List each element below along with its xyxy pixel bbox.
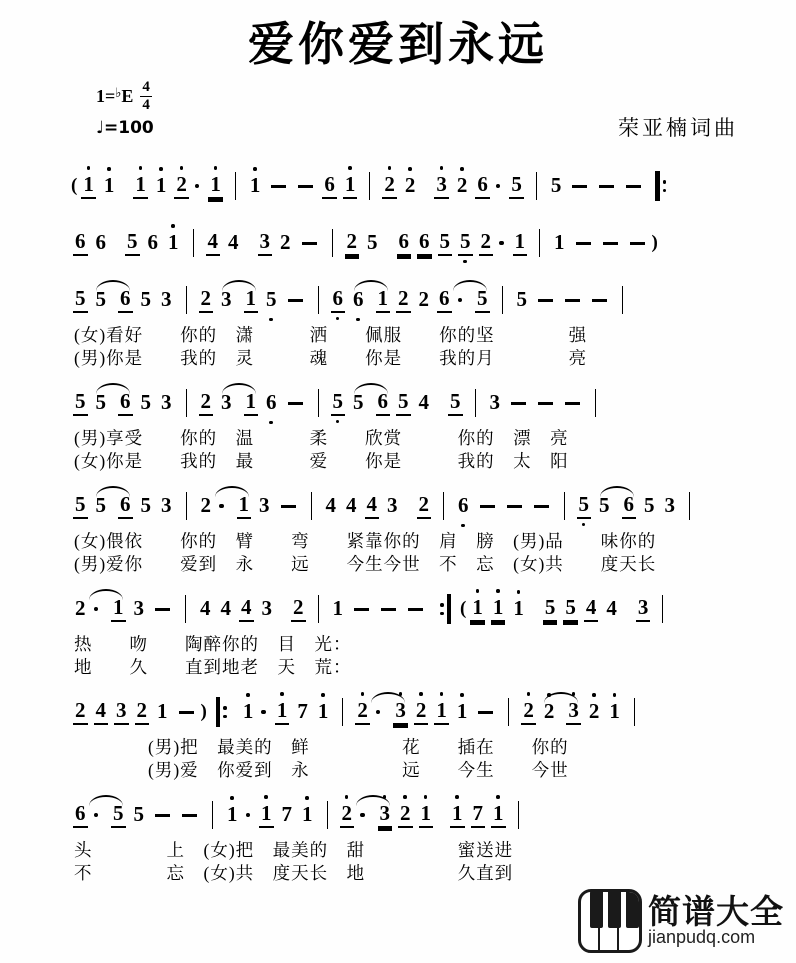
duration-dash	[480, 505, 495, 508]
duration-dash	[302, 242, 317, 245]
note: 6	[331, 287, 346, 313]
note: 1	[111, 596, 126, 622]
slur-arc	[89, 795, 123, 806]
note: 3	[261, 596, 272, 620]
barline	[689, 492, 690, 520]
lyrics-row: 地 久 直到地老 天 荒：	[74, 657, 352, 677]
phrase-paren: (	[71, 175, 78, 196]
lyrics-row: 不 忘 (女)共 度天长 地 久直到	[74, 863, 514, 883]
repeat-dots	[223, 706, 227, 718]
repeat-begin-barline	[655, 171, 669, 201]
note: 2	[355, 699, 370, 725]
lyrics-row: 头 上 (女)把 最美的 甜 蜜送进	[74, 840, 514, 860]
note: 6	[118, 493, 133, 519]
slur-arc	[453, 280, 487, 291]
lyrics-row: (男)你是 我的 灵 魂 你是 我的月 亮	[74, 348, 588, 368]
note: 1	[244, 287, 259, 313]
watermark-site: jianpudq.com	[648, 926, 756, 947]
duration-dash	[592, 299, 607, 302]
barline	[443, 492, 444, 520]
score-line	[70, 219, 762, 267]
barline	[235, 172, 236, 200]
barline	[508, 698, 509, 726]
note: 1	[376, 287, 391, 313]
note: 5	[509, 173, 524, 199]
score-line	[70, 585, 762, 679]
meter-numerator: 4	[142, 79, 150, 95]
note: 5	[396, 390, 411, 416]
duration-dash	[576, 242, 591, 245]
note: 1	[157, 699, 168, 723]
augmentation-dot	[246, 813, 251, 818]
note: 3	[434, 173, 449, 199]
note: 6	[95, 230, 106, 254]
note: 4	[606, 596, 617, 620]
barline	[595, 389, 596, 417]
note: 5	[644, 493, 655, 517]
barline	[342, 698, 343, 726]
lyrics-row: (女)你是 我的 最 爱 你是 我的 太 阳	[74, 451, 569, 471]
note: 5	[125, 230, 140, 256]
note: 1	[275, 699, 290, 725]
repeat-dots	[663, 180, 667, 192]
note: 5	[73, 287, 88, 313]
note: 2	[455, 174, 470, 198]
watermark-brand: 简谱大全	[648, 892, 784, 930]
note: 2	[345, 230, 360, 256]
note: 6	[73, 802, 88, 828]
note: 1	[513, 230, 528, 256]
note: 6	[73, 230, 88, 256]
phrase-paren: (	[460, 598, 467, 619]
note: 1	[455, 700, 470, 724]
note: 2	[542, 700, 557, 724]
note: 5	[563, 596, 578, 622]
barline	[536, 172, 537, 200]
barline	[212, 801, 213, 829]
note: 5	[599, 493, 610, 517]
lyrics-row: (女)偎依 你的 臂 弯 紧靠你的 肩 膀 (男)品 味你的	[74, 531, 657, 551]
barline	[475, 389, 476, 417]
barline	[193, 229, 194, 257]
note: 4	[239, 596, 254, 622]
note: 3	[161, 287, 172, 311]
time-signature	[140, 80, 152, 113]
note: 1	[607, 700, 622, 724]
note: 5	[73, 493, 88, 519]
note: 5	[353, 390, 364, 414]
note: 2	[291, 596, 306, 622]
note: 6	[147, 230, 158, 254]
note: 5	[516, 287, 527, 311]
lyrics-row: (女)看好 你的 潇 洒 佩服 你的坚 强	[74, 325, 588, 345]
barline	[332, 229, 333, 257]
barline	[369, 172, 370, 200]
note: 1	[332, 596, 343, 620]
augmentation-dot	[94, 813, 99, 818]
duration-dash	[288, 299, 303, 302]
note: 5	[140, 493, 151, 517]
barline	[318, 286, 319, 314]
phrase-paren: )	[651, 232, 658, 253]
note: 2	[396, 287, 411, 313]
note: 2	[521, 699, 536, 725]
note: 1	[133, 173, 148, 199]
note: 2	[199, 390, 214, 416]
lyrics-row: 热 吻 陶醉你的 目 光：	[74, 634, 352, 654]
note: 1	[316, 700, 331, 724]
notation-row	[70, 585, 762, 633]
watermark	[578, 889, 784, 953]
note: 1	[491, 802, 506, 828]
note: 3	[259, 493, 270, 517]
note: 6	[351, 288, 366, 312]
note: 1	[259, 802, 274, 828]
notation-row	[70, 379, 762, 427]
slur-arc	[354, 280, 388, 291]
thick-bar	[447, 594, 452, 624]
duration-dash	[179, 711, 194, 714]
slur-arc	[354, 383, 388, 394]
duration-dash	[507, 505, 522, 508]
duration-dash	[298, 185, 313, 188]
note: 6	[264, 391, 279, 415]
slur-arc	[96, 383, 130, 394]
barline	[518, 801, 519, 829]
slur-arc	[96, 280, 130, 291]
duration-dash	[511, 402, 526, 405]
note: 3	[387, 493, 398, 517]
duration-dash	[381, 608, 396, 611]
note: 7	[281, 802, 292, 826]
note: 4	[200, 596, 211, 620]
note: 1	[154, 174, 169, 198]
duration-dash	[271, 185, 286, 188]
augmentation-dot	[458, 298, 463, 303]
barline	[634, 698, 635, 726]
duration-dash	[354, 608, 369, 611]
note: 1	[248, 174, 263, 198]
note: 5	[264, 288, 279, 312]
note: 6	[118, 390, 133, 416]
note: 5	[95, 390, 106, 414]
note: 6	[622, 493, 637, 519]
note: 3	[114, 699, 129, 725]
note: 6	[417, 230, 432, 256]
notation-row	[70, 219, 762, 267]
note: 1	[208, 173, 223, 199]
slur-arc	[222, 383, 256, 394]
note: 2	[75, 596, 86, 620]
note: 6	[376, 390, 391, 416]
note: 6	[118, 287, 133, 313]
note: 1	[450, 802, 465, 828]
note: 5	[577, 493, 592, 519]
note: 4	[365, 493, 380, 519]
barline	[662, 595, 663, 623]
note: 3	[566, 699, 581, 725]
note: 5	[438, 230, 453, 256]
augmentation-dot	[94, 607, 99, 612]
note: 2	[414, 699, 429, 725]
score-line	[70, 379, 762, 473]
score-line	[70, 162, 762, 210]
duration-dash	[155, 608, 170, 611]
slur-arc	[600, 486, 634, 497]
augmentation-dot	[360, 813, 365, 818]
slur-arc	[222, 280, 256, 291]
notation-row	[70, 688, 762, 736]
duration-dash	[630, 242, 645, 245]
slur-arc	[215, 486, 249, 497]
note: 1	[237, 493, 252, 519]
note: 6	[397, 230, 412, 256]
note: 5	[95, 493, 106, 517]
augmentation-dot	[376, 710, 381, 715]
note: 2	[417, 493, 432, 519]
note: 1	[343, 173, 358, 199]
note: 5	[475, 287, 490, 313]
watermark-text	[648, 892, 784, 948]
notation-score	[70, 162, 762, 894]
note: 3	[161, 493, 172, 517]
score-line	[70, 482, 762, 576]
note: 1	[166, 231, 181, 255]
note: 2	[174, 173, 189, 199]
barline	[622, 286, 623, 314]
barline	[318, 595, 319, 623]
note: 2	[382, 173, 397, 199]
note: 5	[543, 596, 558, 622]
repeat-end-barline	[437, 594, 451, 624]
barline	[311, 492, 312, 520]
piano-keys-icon	[578, 889, 642, 953]
duration-dash	[281, 505, 296, 508]
note: 4	[325, 493, 336, 517]
augmentation-dot	[195, 184, 200, 189]
note: 1	[102, 174, 117, 198]
duration-dash	[603, 242, 618, 245]
note: 2	[398, 802, 413, 828]
note: 4	[220, 596, 231, 620]
quarter-note-icon: ♩	[96, 118, 105, 138]
key-prefix: 1=	[96, 86, 116, 106]
note: 4	[346, 493, 357, 517]
note: 3	[161, 390, 172, 414]
note: 1	[554, 230, 565, 254]
note: 7	[297, 699, 308, 723]
score-line	[70, 688, 762, 782]
note: 4	[94, 699, 109, 725]
note: 2	[479, 230, 494, 256]
duration-dash	[599, 185, 614, 188]
note: 6	[475, 173, 490, 199]
note: 4	[228, 230, 239, 254]
thick-bar	[655, 171, 660, 201]
note: 1	[470, 596, 485, 622]
note: 1	[241, 700, 256, 724]
note: 1	[434, 699, 449, 725]
note: 1	[300, 803, 315, 827]
duration-dash	[478, 711, 493, 714]
note: 2	[199, 287, 214, 313]
meter-denominator: 4	[142, 97, 150, 113]
duration-dash	[626, 185, 641, 188]
barline	[502, 286, 503, 314]
note: 5	[458, 230, 473, 256]
note: 5	[367, 230, 378, 254]
note: 2	[280, 230, 291, 254]
notation-row	[70, 482, 762, 530]
note: 5	[140, 287, 151, 311]
note: 5	[111, 802, 126, 828]
note: 6	[456, 494, 471, 518]
duration-dash	[572, 185, 587, 188]
duration-dash	[288, 402, 303, 405]
note: 3	[489, 390, 500, 414]
duration-dash	[534, 505, 549, 508]
score-line	[70, 791, 762, 885]
tempo-marking	[96, 118, 154, 138]
tempo-value: =100	[104, 118, 154, 138]
key-tonic: E	[121, 86, 134, 106]
duration-dash	[538, 402, 553, 405]
note: 1	[491, 596, 506, 622]
note: 5	[331, 390, 346, 416]
note: 3	[664, 493, 675, 517]
lyrics-row: (男)爱你 爱到 永 远 今生今世 不 忘 (女)共 度天长	[74, 554, 657, 574]
note: 2	[340, 802, 355, 828]
note: 5	[448, 390, 463, 416]
note: 2	[200, 493, 211, 517]
repeat-dots	[440, 603, 444, 615]
note: 2	[587, 700, 602, 724]
barline	[185, 595, 186, 623]
score-line	[70, 276, 762, 370]
thick-bar	[216, 697, 221, 727]
augmentation-dot	[261, 710, 266, 715]
duration-dash	[155, 814, 170, 817]
note: 1	[225, 803, 240, 827]
note: 2	[135, 699, 150, 725]
song-title: 爱你爱到永远	[248, 19, 548, 70]
lyrics-row: (男)爱 你爱到 永 远 今生 今世	[74, 760, 569, 780]
notation-row	[70, 162, 762, 210]
duration-dash	[538, 299, 553, 302]
note: 5	[95, 287, 106, 311]
barline	[327, 801, 328, 829]
key-signature	[96, 80, 152, 113]
note: 1	[244, 390, 259, 416]
note: 5	[133, 802, 144, 826]
note: 5	[73, 390, 88, 416]
note: 2	[403, 174, 418, 198]
note: 3	[378, 802, 393, 828]
duration-dash	[408, 608, 423, 611]
slur-arc	[89, 589, 123, 600]
note: 3	[221, 287, 232, 311]
duration-dash	[565, 402, 580, 405]
note: 1	[511, 597, 526, 621]
note: 3	[393, 699, 408, 725]
note: 7	[471, 802, 486, 828]
note: 3	[636, 596, 651, 622]
phrase-paren: )	[200, 701, 207, 722]
note: 5	[550, 173, 562, 197]
barline	[564, 492, 565, 520]
notation-row	[70, 791, 762, 839]
lyrics-row: (男)享受 你的 温 柔 欣赏 你的 漂 亮	[74, 428, 569, 448]
barline	[186, 492, 187, 520]
duration-dash	[182, 814, 197, 817]
notation-row	[70, 276, 762, 324]
note: 1	[419, 802, 434, 828]
barline	[186, 286, 187, 314]
note: 3	[221, 390, 232, 414]
note: 4	[418, 390, 429, 414]
augmentation-dot	[499, 241, 504, 246]
note: 2	[73, 699, 88, 725]
lyrics-row: (男)把 最美的 鲜 花 插在 你的	[74, 737, 569, 757]
note: 1	[81, 173, 96, 199]
augmentation-dot	[219, 504, 224, 509]
repeat-begin-barline	[216, 697, 230, 727]
barline	[539, 229, 540, 257]
slur-arc	[96, 486, 130, 497]
barline	[186, 389, 187, 417]
note: 3	[258, 230, 273, 256]
augmentation-dot	[496, 184, 501, 189]
flat-icon: ♭	[115, 84, 122, 100]
barline	[318, 389, 319, 417]
note: 2	[418, 287, 429, 311]
note: 6	[437, 287, 452, 313]
duration-dash	[565, 299, 580, 302]
note: 4	[584, 596, 599, 622]
note: 4	[206, 230, 221, 256]
composer-credit: 荣亚楠词曲	[618, 116, 738, 140]
note: 6	[322, 173, 337, 199]
note: 5	[140, 390, 151, 414]
note: 3	[133, 596, 144, 620]
